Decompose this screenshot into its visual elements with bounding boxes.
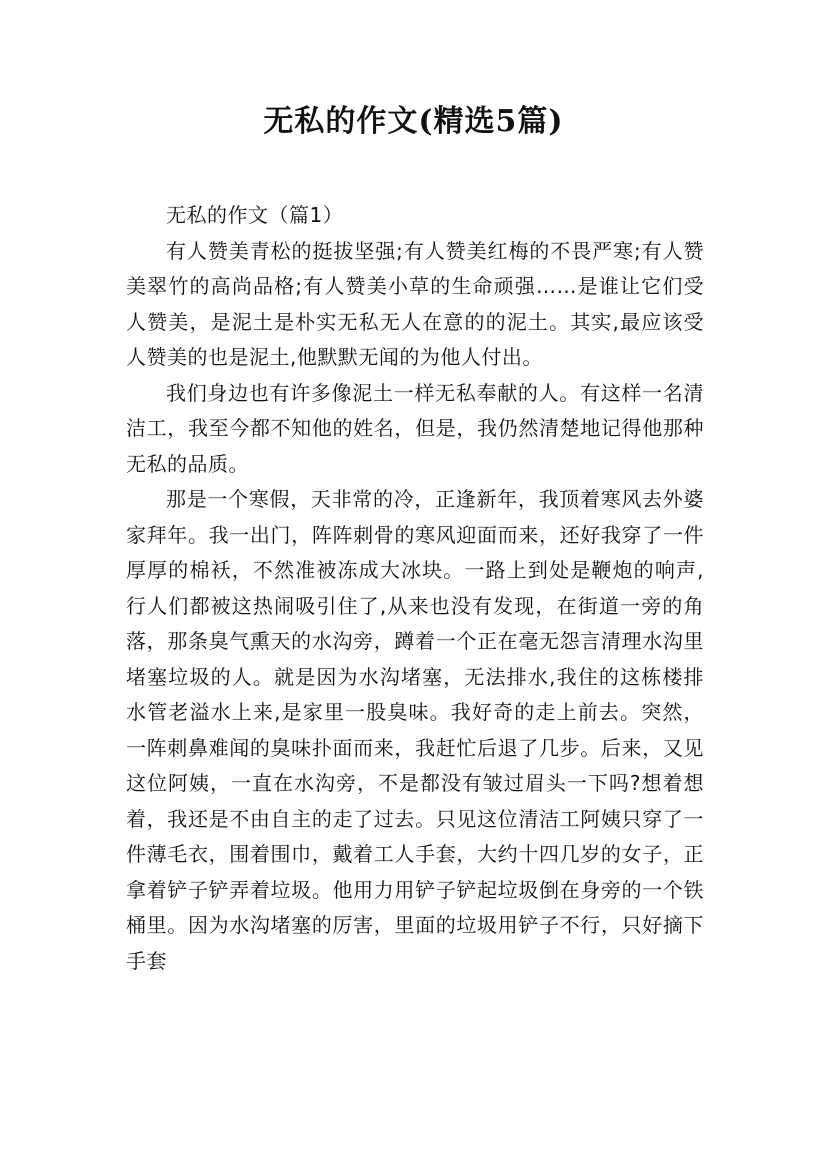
section-heading: 无私的作文（篇1） (166, 203, 344, 227)
paragraph: 我们身边也有许多像泥土一样无私奉献的人。有这样一名清洁工，我至今都不知他的姓名，但是，我仍然清楚地记得他那种无私的品质。 (126, 380, 704, 476)
document-body (126, 198, 704, 979)
document-title: 无私的作文(精选5篇) (263, 104, 564, 139)
paragraph: 有人赞美青松的挺拔坚强;有人赞美红梅的不畏严寒;有人赞美翠竹的高尚品格;有人赞美小草的生命顽强……是谁让它们受人赞美，是泥土是朴实无私无人在意的的泥土。其实,最应该受人赞美的也是泥土,他默默无闻的为他人付出。 (126, 238, 704, 369)
paragraph: 那是一个寒假，天非常的冷，正逢新年，我顶着寒风去外婆家拜年。我一出门，阵阵刺骨的寒风迎面而来，还好我穿了一件厚厚的棉袄，不然准被冻成大冰块。一路上到处是鞭炮的响声,行人们都被这热闹吸引住了,从来也没有发现，在街道一旁的角落，那条臭气熏天的水沟旁，蹲着一个正在毫无怨言清理水沟里堵塞垃圾的人。就是因为水沟堵塞，无法排水,我住的这栋楼排水管老溢水上来,是家里一股臭味。我好奇的走上前去。突然，一阵刺鼻难闻的臭味扑面而来，我赶忙后退了几步。后来，又见这位阿姨，一直在水沟旁，不是都没有皱过眉头一下吗?想着想着，我还是不由自主的走了过去。只见这位清洁工阿姨只穿了一件薄毛衣，围着围巾，戴着工人手套，大约十四几岁的女子，正拿着铲子铲弄着垃圾。他用力用铲子铲起垃圾倒在身旁的一个铁桶里。因为水沟堵塞的厉害，里面的垃圾用铲子不行，只好摘下手套 (126, 487, 704, 973)
